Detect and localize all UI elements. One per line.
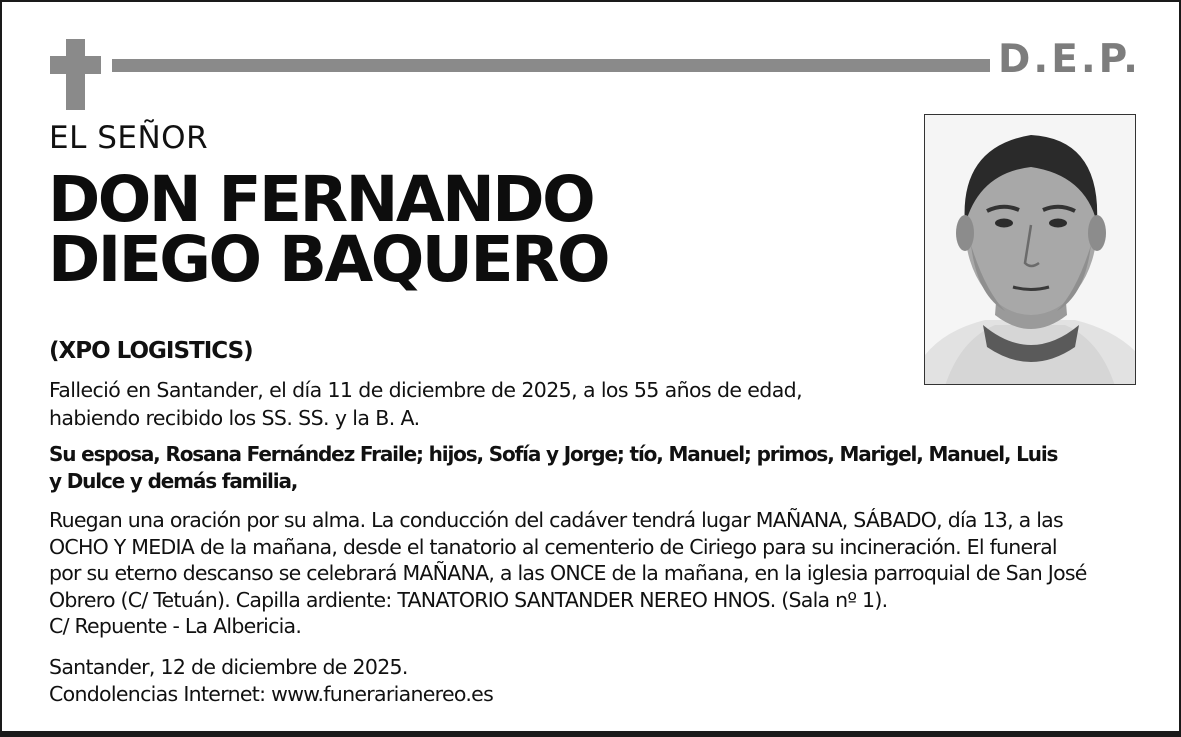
dep-heading: D.E.P. [998,37,1141,82]
text-line: por su eterno descanso se celebrará MAÑANA, a las ONCE de la mañana, en la iglesia parroquial de San José [49,561,1087,585]
cross-icon [50,39,101,110]
deceased-name-line: DON FERNANDO [48,163,594,236]
portrait-photo [924,114,1136,385]
text-line: habiendo recibido los SS. SS. y la B. A. [49,406,420,430]
text-line: C/ Repuente - La Albericia. [49,614,302,638]
header-rule [112,59,990,72]
date-line: Santander, 12 de diciembre de 2025. [49,655,408,679]
deceased-name-line: DIEGO BAQUERO [48,223,609,296]
ceremony-details [49,507,1149,640]
text-line: Ruegan una oración por su alma. La conducción del cadáver tendrá lugar MAÑANA, SÁBADO, día 13, a las [49,508,1063,532]
portrait-icon [925,115,1136,385]
text-line: Falleció en Santander, el día 11 de diciembre de 2025, a los 55 años de edad, [49,378,803,402]
family-list [49,441,1139,495]
death-notice [49,376,899,432]
text-line: OCHO Y MEDIA de la mañana, desde el tanatorio al cementerio de Ciriego para su incineración. El funeral [49,534,1057,559]
text-line: Su esposa, Rosana Fernández Fraile; hijos, Sofía y Jorge; tío, Manuel; primos, Marigel, Manuel, Luis [49,442,1058,466]
text-line: y Dulce y demás familia, [49,469,298,493]
deceased-name [48,163,908,296]
footer-info [49,654,949,708]
condolences-link: Condolencias Internet: www.funerarianereo.es [49,682,494,706]
company-name: (XPO LOGISTICS) [49,338,253,364]
text-line: Obrero (C/ Tetuán). Capilla ardiente: TANATORIO SANTANDER NEREO HNOS. (Sala nº 1). [49,587,888,612]
honorific: EL SEÑOR [49,120,209,156]
